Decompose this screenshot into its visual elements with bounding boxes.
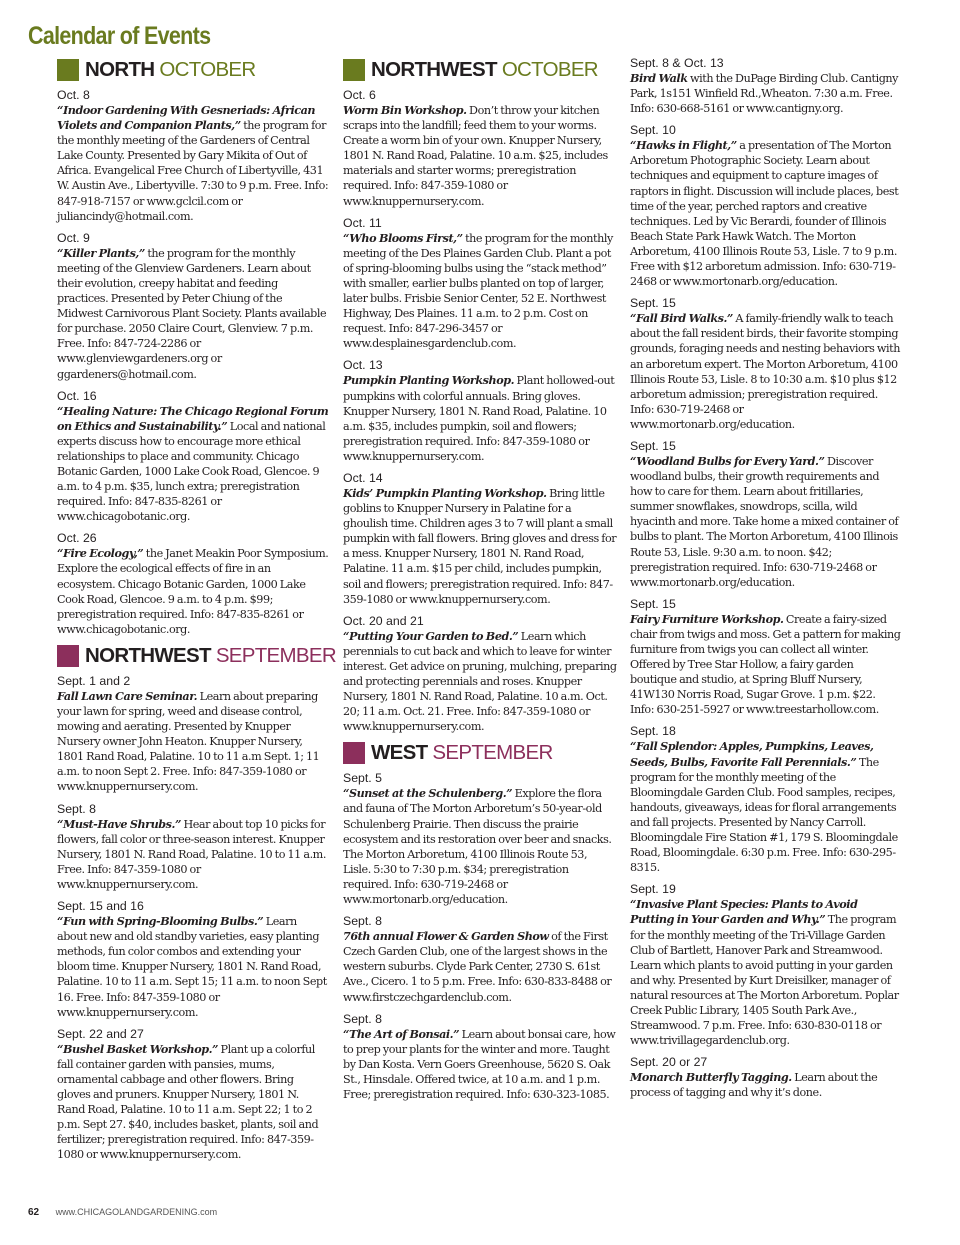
event-body: the program for the monthly meeting of the Gardeners of Central Lake County. Presented by Gary Mikita of Out of Africa. Evangelical Free Church of Libertyville, 431 W. Austin Ave., Libertyville. 7:30 to 9 p.m. Free. Info: 847-918-7157 or www.gclcil.com or juliancindy@hotmail.com. — [57, 119, 329, 223]
column-1 — [57, 58, 336, 1169]
footer-website: www.CHICAGOLANDGARDENING.com — [55, 1207, 218, 1217]
event-listing — [57, 1027, 329, 1163]
event-date: Sept. 15 — [630, 296, 676, 311]
event-description — [57, 914, 329, 1020]
section-header — [343, 741, 617, 765]
event-listing — [343, 914, 617, 1004]
event-description — [57, 404, 329, 525]
event-title: Monarch Butterfly Tagging. — [630, 1070, 792, 1085]
event-listing — [57, 531, 329, 637]
event-title: “Indoor Gardening With Gesneriads: African Violets and Companion Plants,” — [57, 103, 316, 133]
event-title: “Hawks in Flight,” — [630, 138, 737, 153]
event-date: Sept. 8 & Oct. 13 — [630, 56, 724, 70]
event-description — [57, 1042, 329, 1163]
section-header — [343, 58, 617, 82]
page-number: 62 — [28, 1207, 40, 1218]
event-description — [57, 689, 329, 795]
event-description — [57, 817, 329, 892]
event-description — [57, 546, 329, 637]
event-title: “Woodland Bulbs for Every Yard.” — [630, 453, 825, 468]
event-body: the Janet Meakin Poor Symposium. Explore the ecological effects of fire in an ecosystem. Chicago Botanic Garden, 1000 Lake Cook Road, Glencoe. 9 a.m. to 4 p.m. $99; preregistration required. Info: 847-835-8261 or www.chicagobotanic.org. — [57, 547, 329, 636]
event-listing — [630, 724, 902, 875]
page-footer — [28, 1207, 217, 1218]
event-description — [343, 629, 617, 735]
event-date: Oct. 6 — [343, 88, 376, 102]
section-region: WEST — [371, 741, 428, 765]
event-date: Oct. 26 — [57, 531, 97, 546]
event-title: Kids’ Pumpkin Planting Workshop. — [343, 485, 547, 500]
event-body: Explore the flora and fauna of The Morton Arboretum’s 50-year-old Schulenberg Prairie. Then discuss the prairie ecosystem and its restoration over beer and snacks. The Morton Arboretum, 4100 Illinois Route 53, Lisle. 5:30 to 7:30 p.m. $34; preregistration required. Info: 630-719-2468 or www.mortonarb.org/education. — [343, 787, 612, 907]
section-region: NORTHWEST — [371, 58, 497, 81]
event-title: “Sunset at the Schulenberg.” — [343, 786, 513, 801]
event-title: “Fire Ecology,” — [57, 546, 144, 561]
event-body: The program for the monthly meeting of the Tri-Village Garden Club of Bartlett, Hanover Park and Streamwood. Learn which plants to avoid putting in your garden and why. Presented by Kurt Dreisilker, manager of natural resources at The Morton Arboretum. Poplar Creek Public Library, 1405 South Park Ave., Streamwood. 7 p.m. Free. Info: 630-830-0118 or www.trivillagegardenclub.org. — [630, 913, 899, 1048]
event-listing — [343, 771, 617, 907]
event-body: Create a fairy-sized chair from twigs and moss. Get a pattern for making furniture from twigs you can collect all winter. Offered by Tree Star Hollow, a fairy garden boutique and studio, at Spring Bluff Nursery, 41W130 Norris Road, Sugar Grove. 1 p.m. $22. Info: 630-251-5927 or www.treestarhollow.com. — [630, 612, 901, 717]
event-listing — [343, 1012, 617, 1102]
event-listing — [343, 471, 617, 607]
event-date: Oct. 14 — [343, 470, 383, 485]
event-body: Learn about bonsai care, how to prep your plants for the winter and more. Taught by Dan Kosta. Vern Goers Greenhouse, 5620 S. Oak St., Hinsdale. Offered twice, at 10 a.m. and 1 p.m. Free; preregistration required. Info: 630-323-1085. — [343, 1027, 616, 1101]
event-listing — [57, 231, 329, 382]
section-region: NORTH — [85, 58, 155, 81]
column-3 — [630, 56, 902, 1107]
section-color-square — [343, 59, 365, 81]
event-listing — [57, 802, 329, 892]
event-listing — [630, 123, 902, 289]
event-body: The program for the monthly meeting of the Bloomingdale Garden Club. Food samples, recipes, handouts, giveaways, ideas for floral arrangements and fall projects. Presented by Nancy Carroll. Bloomingdale Fire Station #1, 179 S. Bloomingdale Road, Bloomingdale. 6:30 p.m. Free. Info: 630-295-8315. — [630, 755, 898, 875]
event-description — [630, 739, 902, 875]
event-title: Fall Lawn Care Seminar. — [57, 688, 198, 703]
event-date: Sept. 19 — [630, 882, 676, 897]
event-description — [630, 311, 902, 432]
event-title: “Must-Have Shrubs.” — [57, 816, 181, 831]
event-body: Don’t throw your kitchen scraps into the landfill; feed them to your worms. Create a worm bin of your own. Knupper Nursery, 1801 N. Rand Road, Palatine. 10 a.m. $25, includes materials and starter worms; preregistration required. Info: 847-359-1080 or www.knuppernursery.com. — [343, 104, 608, 208]
event-title: “Invasive Plant Species: Plants to Avoid Putting in Your Garden and Why.” — [630, 897, 858, 927]
event-date: Sept. 20 or 27 — [630, 1055, 708, 1070]
event-date: Sept. 10 — [630, 123, 676, 138]
event-description — [343, 786, 617, 907]
event-listing — [630, 882, 902, 1048]
event-body: Learn about preparing your lawn for spring, weed and disease control, mowing and aerating. Presented by Knupper Nursery owner John Heaton. Knupper Nursery, 1801 Rand Road, Palatine. 10 to 11 a.m Sept. 1; 11 a.m. to noon Sept 2. Free. Info: 847-359-1080 or www.knuppernursery.com. — [57, 689, 320, 794]
event-listing — [343, 88, 617, 209]
event-description — [630, 71, 902, 116]
event-date: Sept. 18 — [630, 724, 676, 739]
event-date: Sept. 15 — [630, 596, 676, 611]
event-date: Sept. 8 — [57, 801, 96, 816]
event-description — [630, 138, 902, 289]
event-listing — [630, 1055, 902, 1100]
event-title: “The Art of Bonsai.” — [343, 1026, 460, 1041]
event-listing — [57, 88, 329, 224]
page-title: Calendar of Events — [28, 22, 211, 50]
event-description — [343, 103, 617, 209]
event-title: Pumpkin Planting Workshop. — [343, 373, 515, 388]
event-body: Plant hollowed-out pumpkins with colorful annuals. Bring gloves. Knupper Nursery, 1801 N. Rand Road, Palatine. 10 a.m. $35, includes pumpkin, soil and flowers; preregistration required. Info: 847-359-1080 or www.knuppernursery.com. — [343, 374, 615, 463]
event-description — [343, 1027, 617, 1102]
event-description — [343, 929, 617, 1004]
event-date: Sept. 22 and 27 — [57, 1026, 144, 1041]
event-title: “Healing Nature: The Chicago Regional Forum on Ethics and Sustainability.” — [57, 403, 329, 433]
event-date: Sept. 15 — [630, 438, 676, 453]
section-header — [57, 58, 329, 82]
event-description — [57, 246, 329, 382]
event-body: with the DuPage Birding Club. Cantigny Park, 1s151 Winfield Rd.,Wheaton. 7:30 a.m. Free. Info: 630-668-5161 or www.cantigny.org. — [630, 72, 899, 116]
event-listing — [343, 216, 617, 352]
event-body: Bring little goblins to Knupper Nursery in Palatine for a ghoulish time. Children ages 3 to 7 will plant a small pumpkin with fall flowers. Bring gloves and dress for a mess. Knupper Nursery, 1801 N. Rand Road, Palatine. 11 a.m. $15 per child, includes pumpkin, soil and flowers; preregistration required. Info: 847-359-1080 or www.knuppernursery.com. — [343, 486, 617, 606]
event-description — [630, 1070, 902, 1100]
section-color-square — [57, 59, 79, 81]
event-title: “Fall Splendor: Apples, Pumpkins, Leaves, Seeds, Bulbs, Favorite Fall Perennials.” — [630, 739, 874, 769]
event-body: Discover woodland bulbs, their growth requirements and how to care for them. Learn about fritillaries, summer snowflakes, snowdrops, scilla, wild hyacinth and more. Take home a mixed container of bulbs to plant. The Morton Arboretum, 4100 Illinois Route 53, Lisle. 9:30 a.m. to noon. $42; preregistration required. Info: 630-719-2468 or www.mortonarb.org/education. — [630, 454, 899, 589]
event-title: Fairy Furniture Workshop. — [630, 611, 784, 626]
event-date: Sept. 8 — [343, 1011, 382, 1026]
event-listing — [630, 296, 902, 432]
event-description — [343, 373, 617, 464]
event-body: Learn which perennials to cut back and which to leave for winter interest. Get advice on pruning, mulching, preparing and protecting perennials and roses. Knupper Nursery, 1801 N. Rand Road, Palatine. 10 a.m. Oct. 20; 11 a.m. Oct. 21. Free. Info: 847-359-1080 or www.knuppernursery.com. — [343, 629, 617, 734]
event-body: a presentation of The Morton Arboretum Photographic Society. Learn about techniques and equipment to capture images of raptors in flight. Discussion will include places, best time of the year, perched raptors and creative techniques. Led by Vic Berardi, founder of Illinois Beach State Park Hawk Watch. The Morton Arboretum, 4100 Illinois Route 53, Lisle. 7 to 9 p.m. Free with $12 arboretum admission. Info: 630-719-2468 or www.mortonarb.org/education. — [630, 139, 899, 289]
section-month: SEPTEMBER — [215, 643, 336, 667]
event-date: Oct. 20 and 21 — [343, 613, 424, 628]
event-date: Oct. 11 — [343, 215, 382, 230]
event-date: Sept. 5 — [343, 771, 382, 786]
event-listing — [57, 899, 329, 1020]
event-title: Bird Walk — [630, 71, 688, 85]
event-body: Learn about the process of tagging and why it’s done. — [630, 1071, 878, 1100]
section-month: OCTOBER — [501, 58, 598, 81]
event-title: “Fall Bird Walks.” — [630, 311, 733, 326]
event-title: “Who Blooms First,” — [343, 230, 463, 245]
event-date: Oct. 8 — [57, 88, 90, 102]
event-body: of the First Czech Garden Club, one of the largest shows in the western suburbs. Clyde Park Center, 2730 S. 61st Ave., Cicero. 1 to 5 p.m. Free. Info: 630-833-8488 or www.firstczechgardenclub.com. — [343, 930, 612, 1004]
event-date: Oct. 13 — [343, 358, 383, 373]
section-color-square — [343, 742, 365, 764]
event-title: “Putting Your Garden to Bed.” — [343, 628, 519, 643]
event-title: Worm Bin Workshop. — [343, 103, 467, 117]
event-listing — [343, 614, 617, 735]
event-listing — [630, 439, 902, 590]
event-body: Learn about new and old standby varieties, easy planting methods, fun color combos and extending your bloom time. Knupper Nursery, 1801 N. Rand Road, Palatine. 10 to 11 a.m. Sept 15; 11 a.m. to noon Sept 16. Free. Info: 847-359-1080 or www.knuppernursery.com. — [57, 915, 327, 1019]
event-listing — [630, 56, 902, 116]
event-title: 76th annual Flower & Garden Show — [343, 929, 549, 944]
event-description — [343, 231, 617, 352]
event-date: Sept. 15 and 16 — [57, 899, 144, 914]
event-date: Oct. 9 — [57, 230, 90, 245]
event-description — [57, 103, 329, 224]
section-month: OCTOBER — [159, 58, 256, 81]
event-title: “Killer Plants,” — [57, 245, 145, 260]
event-description — [343, 486, 617, 607]
section-region: NORTHWEST — [85, 643, 211, 667]
section-month: SEPTEMBER — [432, 741, 553, 765]
event-body: A family-friendly walk to teach about the fall resident birds, their favorite stomping grounds, foraging needs and nesting behaviors with an arboretum expert. The Morton Arboretum, 4100 Illinois Route 53, Lisle. 8 to 10:30 a.m. $10 plus $12 arboretum admission; preregistration required. Info: 630-719-2468 or www.mortonarb.org/education. — [630, 312, 900, 431]
event-listing — [57, 674, 329, 795]
event-body: Hear about top 10 picks for flowers, fall color or three-season interest. Knupper Nursery, 1801 N. Rand Road, Palatine. 10 to 11 a.m. Free. Info: 847-359-1080 or www.knuppernursery.com. — [57, 817, 326, 891]
event-body: the program for the monthly meeting of the Des Plaines Garden Club. Plant a pot of spring-blooming bulbs using the “stack method” with smaller, earlier bulbs planted on top of larger, later bulbs. Frisbie Senior Center, 52 E. Northwest Highway, Des Plaines. 11 a.m. to 2 p.m. Cost on request. Info: 847-296-3457 or www.desplainesgardenclub.com. — [343, 231, 613, 351]
event-listing — [343, 358, 617, 464]
event-date: Oct. 16 — [57, 388, 97, 403]
event-description — [630, 897, 902, 1048]
event-date: Sept. 8 — [343, 914, 382, 929]
event-date: Sept. 1 and 2 — [57, 673, 131, 688]
event-description — [630, 454, 902, 590]
event-listing — [630, 597, 902, 718]
event-body: the program for the monthly meeting of the Glenview Gardeners. Learn about their evolution, creepy habitat and feeding practices. Presented by Peter Chiung of the Midwest Carnivorous Plant Society. Plants available for purchase. 2050 Claire Court, Glenview. 7 p.m. Free. Info: 847-724-2286 or www.glenviewgardeners.org or ggardeners@hotmail.com. — [57, 246, 327, 381]
section-header — [57, 643, 336, 668]
event-listing — [57, 389, 329, 525]
column-2 — [343, 58, 617, 1109]
event-body: Plant up a colorful fall container garden with pansies, mums, ornamental cabbage and other flowers. Bring gloves and pruners. Knupper Nursery, 1801 N. Rand Road, Palatine. 10 to 11 a.m. Sept 22; 1 to 2 p.m. Sept 27. $40, includes basket, plants, soil and fertilizer; preregistration required. Info: 847-359-1080 or www.knuppernursery.com. — [57, 1042, 319, 1162]
event-description — [630, 612, 902, 718]
event-body: Local and national experts discuss how to encourage more ethical relationships to place and community. Chicago Botanic Garden, 1000 Lake Cook Road, Glencoe. 9 a.m. to 4 p.m. $35, lunch extra; preregistration required. Info: 847-835-8261 or www.chicagobotanic.org. — [57, 419, 326, 524]
event-title: “Bushel Basket Workshop.” — [57, 1041, 219, 1056]
event-title: “Fun with Spring-Blooming Bulbs.” — [57, 914, 264, 929]
section-color-square — [57, 645, 79, 667]
